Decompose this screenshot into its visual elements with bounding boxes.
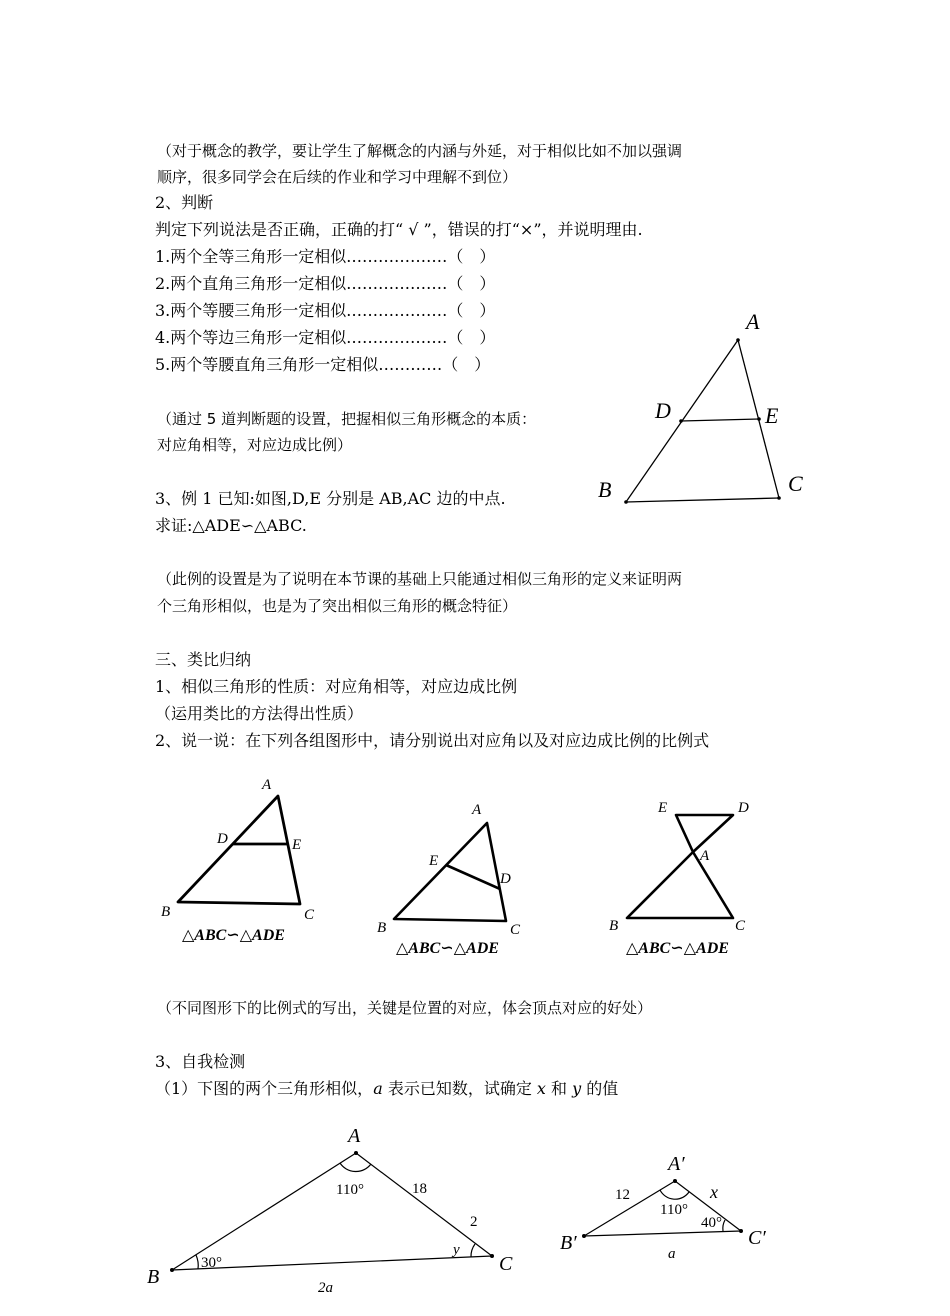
g1-caption: △ABC∽△ADE — [182, 927, 285, 944]
g2-caption: △ABC∽△ADE — [396, 940, 499, 957]
small-side-bc: a — [668, 1246, 676, 1262]
g3-label-b: B — [609, 918, 619, 934]
similar-property: 1、相似三角形的性质：对应角相等，对应边成比例 — [155, 677, 518, 696]
side-bc — [584, 1231, 741, 1236]
g2-label-e: E — [429, 853, 439, 869]
big-label-a: A — [348, 1125, 361, 1147]
judge-item-4: 4.两个等边三角形一定相似.………………（ ） — [155, 328, 496, 347]
label-e: E — [765, 403, 779, 428]
label-a: A — [746, 309, 760, 334]
big-side-ac: 18 — [412, 1181, 427, 1197]
judge-item-1: 1.两个全等三角形一定相似.………………（ ） — [155, 247, 496, 266]
g3-label-d: D — [738, 800, 749, 816]
big-side-ac-extra: 2 — [470, 1214, 478, 1230]
small-label-c: C′ — [748, 1227, 766, 1249]
g2-label-d: D — [500, 871, 511, 887]
g1-label-c: C — [304, 907, 315, 923]
side-bc — [626, 498, 779, 502]
triangle-abc — [178, 796, 300, 904]
judge-item-2: 2.两个直角三角形一定相似.………………（ ） — [155, 274, 496, 293]
big-angle-a: 110° — [336, 1182, 364, 1198]
angle-arc-a — [340, 1163, 371, 1172]
g1-label-a: A — [262, 777, 272, 793]
triangle-abc — [627, 852, 733, 918]
say-instruction: 2、说一说：在下列各组图形中，请分别说出对应角以及对应边成比例的比例式 — [155, 731, 710, 750]
side-ac — [356, 1153, 492, 1256]
label-b: B — [598, 477, 612, 502]
g1-label-d: D — [217, 831, 228, 847]
small-side-ac: x — [710, 1182, 718, 1202]
triangle-ade — [676, 815, 733, 852]
heading-judge: 2、判断 — [155, 193, 214, 212]
figure-group-3 — [600, 795, 770, 960]
g3-label-e: E — [658, 800, 668, 816]
note-example-2: 个三角形相似，也是为了突出相似三角形的概念特征） — [157, 597, 518, 615]
judge-item-5: 5.两个等腰直角三角形一定相似…………（ ） — [155, 355, 491, 374]
label-c: C — [788, 471, 803, 496]
g1-label-b: B — [161, 904, 171, 920]
big-angle-c: y — [453, 1242, 460, 1258]
big-angle-b: 30° — [201, 1255, 222, 1271]
label-d: D — [655, 398, 671, 423]
note-concept-2: 顺序，很多同学会在后续的作业和学习中理解不到位） — [157, 168, 518, 186]
note-judge-1: （通过 5 道判断题的设置，把握相似三角形概念的本质： — [157, 410, 537, 428]
small-angle-a: 110° — [660, 1202, 688, 1218]
triangle-abc — [394, 823, 506, 921]
angle-arc-a — [660, 1190, 689, 1199]
section-three-heading: 三、类比归纳 — [155, 650, 252, 669]
judge-item-3: 3.两个等腰三角形一定相似.………………（ ） — [155, 301, 496, 320]
g2-label-b: B — [377, 920, 387, 936]
segment-ed — [446, 865, 500, 889]
prove-line: 求证:△ADE∽△ABC. — [155, 516, 307, 535]
example-triangle-figure — [580, 300, 820, 515]
note-concept-1: （对于概念的教学，要让学生了解概念的内涵与外延，对于相似比如不加以强调 — [157, 142, 683, 160]
g3-label-a: A — [700, 848, 710, 864]
small-label-a: A′ — [668, 1153, 685, 1175]
g3-caption: △ABC∽△ADE — [626, 940, 729, 957]
figure-group-2 — [370, 795, 540, 960]
example-1-line: 3、例 1 已知:如图,D,E 分别是 AB,AC 边的中点. — [155, 489, 506, 508]
angle-arc-c — [723, 1220, 725, 1231]
g3-label-c: C — [735, 918, 746, 934]
small-side-ab: 12 — [615, 1187, 630, 1203]
self-check-question: （1）下图的两个三角形相似，a 表示已知数，试确定 x 和 y 的值 — [155, 1079, 619, 1098]
method-note: （运用类比的方法得出性质） — [155, 704, 364, 723]
self-check-heading: 3、自我检测 — [155, 1052, 246, 1071]
note-judge-2: 对应角相等，对应边成比例） — [157, 436, 353, 454]
angle-arc-b — [196, 1255, 198, 1269]
g1-label-e: E — [292, 837, 302, 853]
judge-instruction: 判定下列说法是否正确，正确的打“ √ ”，错误的打“×”，并说明理由. — [155, 220, 643, 239]
g2-label-c: C — [510, 922, 521, 938]
big-side-bc: 2a — [318, 1280, 333, 1296]
big-label-c: C — [499, 1253, 513, 1275]
angle-arc-c — [471, 1244, 475, 1257]
triangle-big-figure — [140, 1120, 530, 1316]
triangle-small-figure — [555, 1145, 785, 1270]
note-proportion: （不同图形下的比例式的写出，关键是位置的对应，体会顶点对应的好处） — [157, 999, 653, 1017]
small-label-b: B′ — [560, 1232, 577, 1254]
side-ab — [172, 1153, 356, 1270]
figure-group-1 — [150, 770, 330, 950]
note-example-1: （此例的设置是为了说明在本节课的基础上只能通过相似三角形的定义来证明两 — [157, 570, 683, 588]
small-angle-c: 40° — [701, 1215, 722, 1231]
midline-de — [681, 419, 759, 421]
g2-label-a: A — [472, 802, 482, 818]
big-label-b: B — [147, 1266, 160, 1288]
